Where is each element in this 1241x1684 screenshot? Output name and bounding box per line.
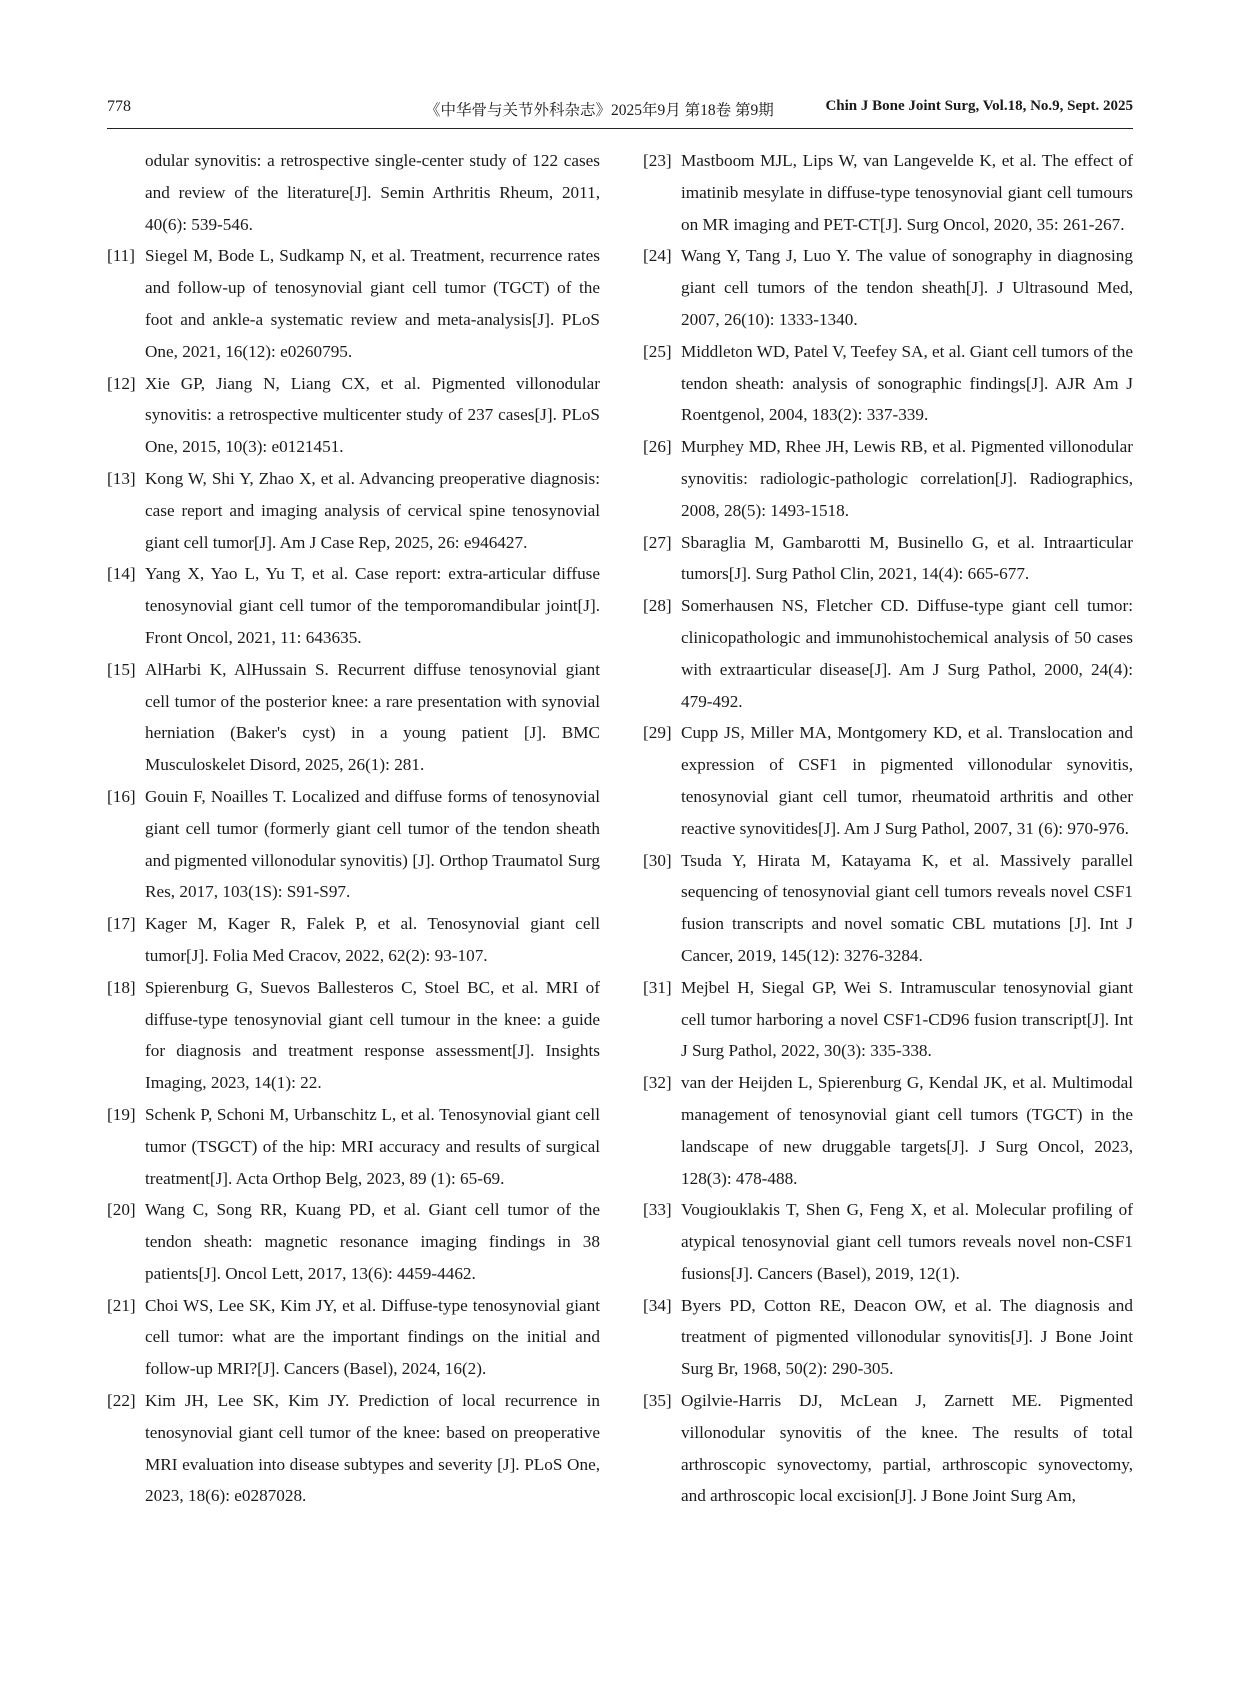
reference-item (643, 717, 1133, 844)
reference-text: Middleton WD, Patel V, Teefey SA, et al. Giant cell tumors of the tendon sheath: analysis of sonographic findings[J]. AJR Am J Roentgenol, 2004, 183(2): 337-339. (681, 341, 1133, 425)
reference-item (107, 654, 600, 781)
reference-item (643, 972, 1133, 1067)
reference-text: Yang X, Yao L, Yu T, et al. Case report: extra-articular diffuse tenosynovial giant cell tumor of the temporomandibular joint[J]. Front Oncol, 2021, 11: 643635. (145, 564, 600, 647)
reference-text: Somerhausen NS, Fletcher CD. Diffuse-type giant cell tumor: clinicopathologic and immunohistochemical analysis of 50 cases with extraarticular disease[J]. Am J Surg Pathol, 2000, 24(4): 479-492. (681, 596, 1133, 711)
journal-title-chinese: 《中华骨与关节外科杂志》2025年9月 第18卷 第9期 (425, 102, 774, 119)
reference-text: Wang C, Song RR, Kuang PD, et al. Giant cell tumor of the tendon sheath: magnetic resonance imaging findings in 38 patients[J]. Oncol Lett, 2017, 13(6): 4459-4462. (145, 1200, 600, 1283)
reference-text: Murphey MD, Rhee JH, Lewis RB, et al. Pigmented villonodular synovitis: radiologic-pathologic correlation[J]. Radiographics, 2008, 28(5): 1493-1518. (681, 437, 1133, 520)
reference-text: Wang Y, Tang J, Luo Y. The value of sonography in diagnosing giant cell tumors of the tendon sheath[J]. J Ultrasound Med, 2007, 26(10): 1333-1340. (681, 246, 1133, 329)
reference-item (643, 1067, 1133, 1194)
reference-text: Mejbel H, Siegal GP, Wei S. Intramuscular tenosynovial giant cell tumor harboring a novel CSF1-CD96 fusion transcript[J]. Int J Surg Pathol, 2022, 30(3): 335-338. (681, 977, 1133, 1061)
reference-text: van der Heijden L, Spierenburg G, Kendal JK, et al. Multimodal management of tenosynovial giant cell tumors (TGCT) in the landscape of new druggable targets[J]. J Surg Oncol, 2023, 128(3): 478-488. (681, 1073, 1133, 1188)
reference-text: Gouin F, Noailles T. Localized and diffuse forms of tenosynovial giant cell tumor (formerly giant cell tumor of the tendon sheath and pigmented villonodular synovitis) [J]. Orthop Traumatol Surg Res, 2017, 103(1S): S91-S97. (145, 786, 600, 902)
reference-item (643, 336, 1133, 431)
reference-text: Kim JH, Lee SK, Kim JY. Prediction of local recurrence in tenosynovial giant cell tumor of the knee: based on preoperative MRI evaluation into disease subtypes and severity [J]. PLoS One, 2023, 18(6): e0287028. (145, 1391, 600, 1506)
reference-text: odular synovitis: a retrospective single-center study of 122 cases and review of the literature[J]. Semin Arthritis Rheum, 2011, 40(6): 539-546. (145, 151, 600, 234)
reference-number: [24] (643, 246, 672, 266)
reference-item (643, 845, 1133, 972)
reference-item (107, 145, 600, 240)
reference-text: Spierenburg G, Suevos Ballesteros C, Stoel BC, et al. MRI of diffuse-type tenosynovial giant cell tumour in the knee: a guide for diagnosis and treatment response assessment[J]. Insights Imaging, 2023, 14(1): 22. (145, 977, 600, 1093)
reference-item (107, 1194, 600, 1289)
reference-item (643, 1385, 1133, 1512)
reference-number: [30] (643, 850, 672, 870)
reference-text: Cupp JS, Miller MA, Montgomery KD, et al. Translocation and expression of CSF1 in pigmented villonodular synovitis, tenosynovial giant cell tumor, rheumatoid arthritis and other reactive synovitides[J]. Am J Surg Pathol, 2007, 31 (6): 970-976. (681, 723, 1133, 838)
reference-text: Choi WS, Lee SK, Kim JY, et al. Diffuse-type tenosynovial giant cell tumor: what are the important findings on the initial and follow-up MRI?[J]. Cancers (Basel), 2024, 16(2). (145, 1295, 600, 1379)
reference-text: Tsuda Y, Hirata M, Katayama K, et al. Massively parallel sequencing of tenosynovial giant cell tumors reveals novel CSF1 fusion transcripts and novel somatic CBL mutations [J]. Int J Cancer, 2019, 145(12): 3276-3284. (681, 850, 1133, 965)
reference-number: [34] (643, 1295, 672, 1315)
reference-text: Vougiouklakis T, Shen G, Feng X, et al. Molecular profiling of atypical tenosynovial giant cell tumors reveals novel non-CSF1 fusions[J]. Cancers (Basel), 2019, 12(1). (681, 1200, 1133, 1283)
reference-item (107, 1385, 600, 1512)
reference-number: [28] (643, 596, 672, 616)
reference-number: [20] (107, 1200, 136, 1220)
reference-item (107, 240, 600, 367)
reference-number: [12] (107, 373, 136, 393)
reference-text: Kager M, Kager R, Falek P, et al. Tenosynovial giant cell tumor[J]. Folia Med Cracov, 2022, 62(2): 93-107. (145, 914, 600, 965)
reference-item (107, 463, 600, 558)
reference-item (107, 558, 600, 653)
running-header (107, 96, 1133, 120)
reference-number: [35] (643, 1391, 672, 1411)
reference-item (643, 431, 1133, 526)
reference-number: [26] (643, 437, 672, 457)
reference-item (643, 527, 1133, 591)
reference-text: Siegel M, Bode L, Sudkamp N, et al. Treatment, recurrence rates and follow-up of tenosynovial giant cell tumor (TGCT) of the foot and ankle-a systematic review and meta-analysis[J]. PLoS One, 2021, 16(12): e0260795. (145, 246, 600, 361)
reference-number: [18] (107, 977, 136, 997)
reference-number: [22] (107, 1391, 136, 1411)
reference-item (643, 1194, 1133, 1289)
reference-text: Xie GP, Jiang N, Liang CX, et al. Pigmented villonodular synovitis: a retrospective multicenter study of 237 cases[J]. PLoS One, 2015, 10(3): e0121451. (145, 373, 600, 457)
reference-number: [16] (107, 786, 136, 806)
reference-item (643, 145, 1133, 240)
reference-item (643, 590, 1133, 717)
reference-text: AlHarbi K, AlHussain S. Recurrent diffuse tenosynovial giant cell tumor of the posterior knee: a rare presentation with synovial herniation (Baker's cyst) in a young patient [J]. BMC Musculoskelet Disord, 2025, 26(1): 281. (145, 659, 600, 775)
journal-title-english: Chin J Bone Joint Surg, Vol.18, No.9, Sept. 2025 (825, 98, 1133, 114)
reference-text: Ogilvie-Harris DJ, McLean J, Zarnett ME. Pigmented villonodular synovitis of the knee. The results of total arthroscopic synovectomy, partial, arthroscopic synovectomy, and arthroscopic local excision[J]. J Bone Joint Surg Am, (681, 1391, 1133, 1506)
reference-number: [11] (107, 246, 135, 266)
reference-text: Schenk P, Schoni M, Urbanschitz L, et al. Tenosynovial giant cell tumor (TSGCT) of the hip: MRI accuracy and results of surgical treatment[J]. Acta Orthop Belg, 2023, 89 (1): 65-69. (145, 1104, 600, 1188)
reference-item (107, 781, 600, 908)
reference-number: [33] (643, 1200, 672, 1220)
page-number: 778 (107, 98, 131, 115)
reference-item (107, 1099, 600, 1194)
reference-number: [19] (107, 1104, 136, 1124)
reference-number: [25] (643, 341, 672, 361)
reference-text: Sbaraglia M, Gambarotti M, Businello G, et al. Intraarticular tumors[J]. Surg Pathol Clin, 2021, 14(4): 665-677. (681, 532, 1133, 584)
reference-number: [14] (107, 564, 136, 584)
references-right-column (643, 145, 1133, 1512)
reference-number: [32] (643, 1073, 672, 1093)
reference-number: [17] (107, 914, 136, 934)
reference-number: [13] (107, 468, 136, 488)
reference-number: [27] (643, 532, 672, 552)
reference-item (107, 908, 600, 972)
reference-item (643, 240, 1133, 335)
reference-item (107, 368, 600, 463)
reference-number: [29] (643, 723, 672, 743)
header-rule (107, 128, 1133, 129)
reference-number: [31] (643, 977, 672, 997)
reference-item (643, 1290, 1133, 1385)
reference-text: Mastboom MJL, Lips W, van Langevelde K, et al. The effect of imatinib mesylate in diffuse-type tenosynovial giant cell tumours on MR imaging and PET-CT[J]. Surg Oncol, 2020, 35: 261-267. (681, 151, 1133, 234)
reference-item (107, 1290, 600, 1385)
reference-text: Kong W, Shi Y, Zhao X, et al. Advancing preoperative diagnosis: case report and imaging analysis of cervical spine tenosynovial giant cell tumor[J]. Am J Case Rep, 2025, 26: e946427. (145, 468, 600, 552)
reference-number: [21] (107, 1295, 136, 1315)
reference-number: [15] (107, 659, 136, 679)
references-left-column (107, 145, 600, 1512)
reference-item (107, 972, 600, 1099)
reference-number: [23] (643, 151, 672, 170)
reference-text: Byers PD, Cotton RE, Deacon OW, et al. The diagnosis and treatment of pigmented villonodular synovitis[J]. J Bone Joint Surg Br, 1968, 50(2): 290-305. (681, 1295, 1133, 1379)
